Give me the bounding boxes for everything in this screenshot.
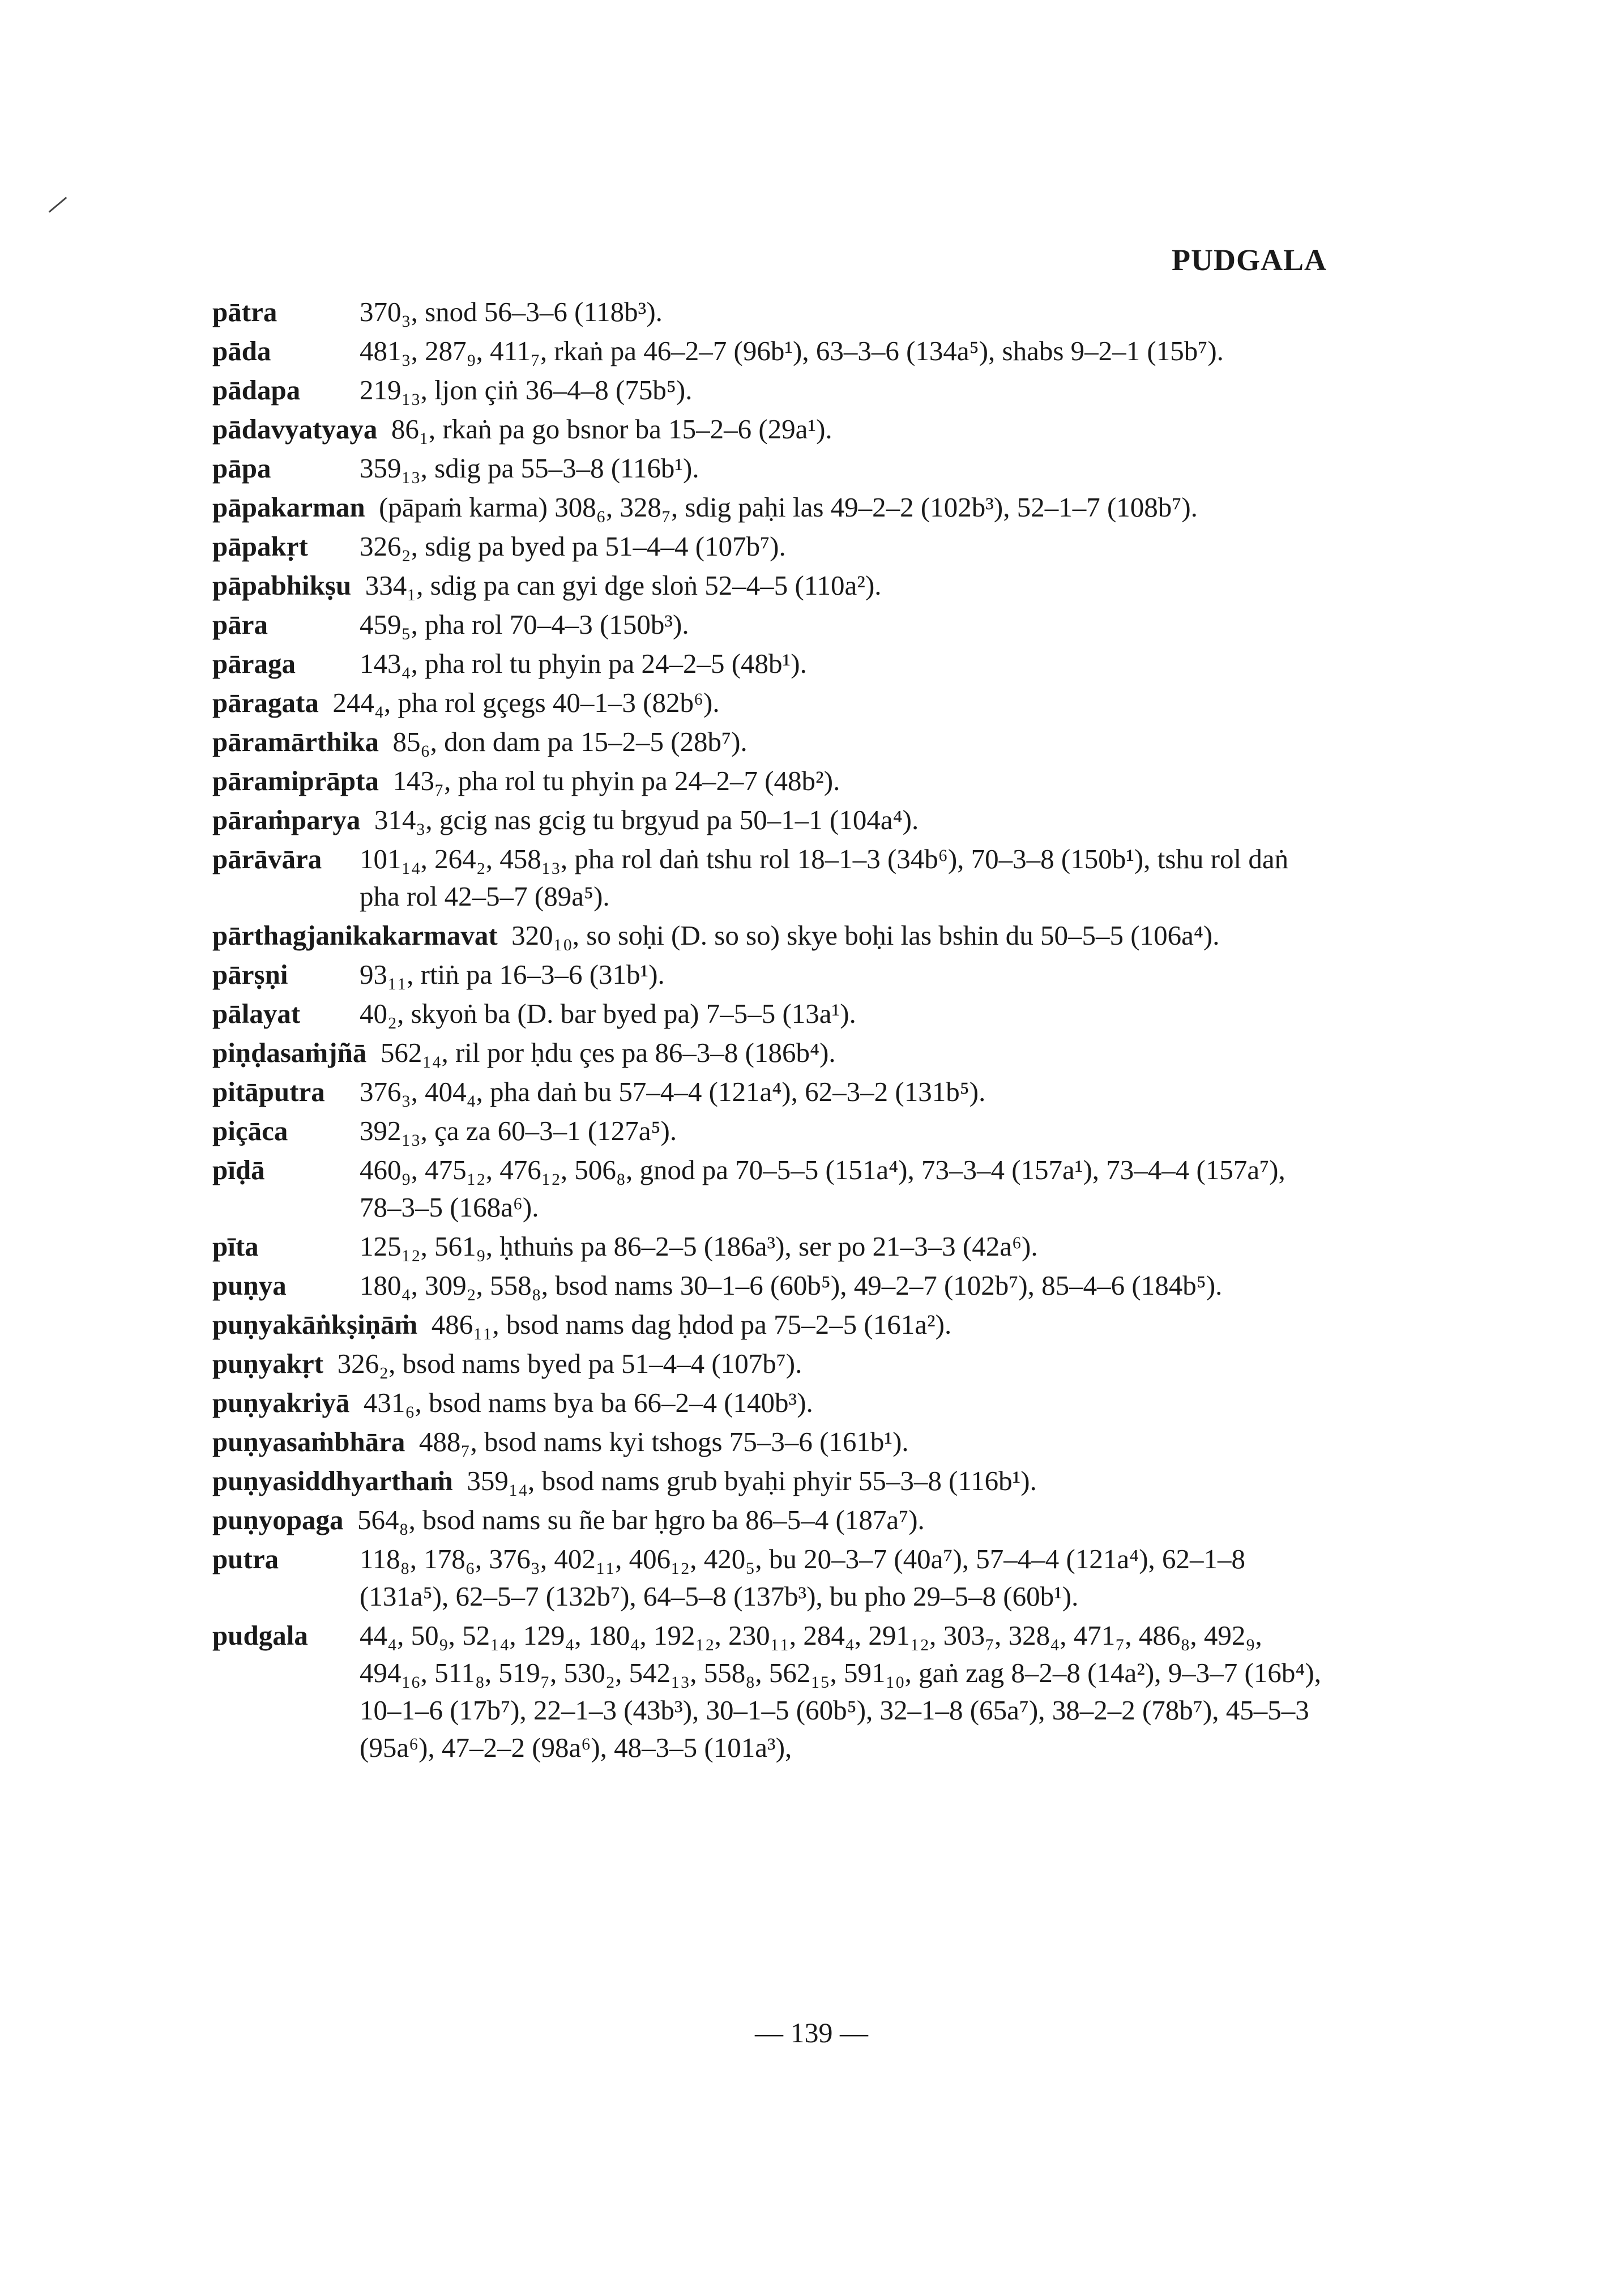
dictionary-entry (212, 1540, 1327, 1615)
entry-definition: 359₁₄, bsod nams grub byaḥi phyir 55–3–8 (116b¹). (467, 1465, 1037, 1496)
entry-headword: puṇyakriyā (212, 1387, 350, 1418)
entry-headword: piṇḍasaṁjñā (212, 1037, 367, 1068)
dictionary-entry (212, 762, 1327, 800)
entry-headword: pāda (212, 335, 271, 366)
page-number: — 139 — (755, 2017, 868, 2049)
dictionary-entry (212, 1112, 1327, 1150)
dictionary-entry (212, 801, 1327, 839)
entry-definition: 488₇, bsod nams kyi tshogs 75–3–6 (161b¹). (418, 1426, 909, 1457)
dictionary-entry (212, 1423, 1327, 1461)
entry-definition: 86₁, rkaṅ pa go bsnor ba 15–2–6 (29a¹). (391, 413, 832, 445)
dictionary-entry (212, 372, 1327, 409)
dictionary-entries (212, 293, 1327, 1768)
dictionary-entry (212, 528, 1327, 565)
entry-headword: puṇyasiddhyarthaṁ (212, 1465, 453, 1496)
entry-definition: 334₁, sdig pa can gyi dge sloṅ 52–4–5 (110a²). (365, 570, 882, 601)
entry-definition: 431₆, bsod nams bya ba 66–2–4 (140b³). (363, 1387, 813, 1418)
dictionary-entry (212, 917, 1327, 954)
entry-headword: pīta (212, 1231, 259, 1262)
entry-headword: puṇyasaṁbhāra (212, 1426, 405, 1457)
entry-headword: puṇya (212, 1270, 287, 1301)
entry-headword: pārāvāra (212, 843, 322, 874)
dictionary-entry (212, 1462, 1327, 1500)
entry-definition: 326₂, bsod nams byed pa 51–4–4 (107b⁷). (337, 1348, 802, 1379)
dictionary-entry (212, 567, 1327, 604)
entry-definition: 85₆, don dam pa 15–2–5 (28b⁷). (392, 726, 748, 757)
entry-definition: 481₃, 287₉, 411₇, rkaṅ pa 46–2–7 (96b¹), 63–3–6 (134a⁵), shabs 9–2–1 (15b⁷). (360, 335, 1224, 366)
stray-pen-mark (49, 197, 67, 212)
entry-definition: (pāpaṁ karma) 308₆, 328₇, sdig paḥi las 49–2–2 (102b³), 52–1–7 (108b⁷). (379, 492, 1198, 523)
entry-headword: pāpa (212, 453, 271, 484)
entry-headword: pāpabhikṣu (212, 570, 352, 601)
dictionary-entry (212, 1228, 1327, 1265)
entry-headword: putra (212, 1543, 279, 1574)
entry-definition: 564₈, bsod nams su ñe bar ḥgro ba 86–5–4 (187a⁷). (357, 1504, 925, 1535)
entry-headword: pāpakṛt (212, 531, 308, 562)
dictionary-entry (212, 1306, 1327, 1343)
entry-definition: 118₈, 178₆, 376₃, 402₁₁, 406₁₂, 420₅, bu 20–3–7 (40a⁷), 57–4–4 (121a⁴), 62–1–8 (131a⁵), 62–5–7 (132b⁷), 64–5–8 (137b³), bu pho 29–5–8 (60b¹). (360, 1543, 1246, 1612)
entry-definition: 320₁₀, so soḥi (D. so so) skye boḥi las bshin du 50–5–5 (106a⁴). (511, 920, 1220, 951)
entry-definition: 125₁₂, 561₉, ḥthuṅs pa 86–2–5 (186a³), ser po 21–3–3 (42a⁶). (360, 1231, 1038, 1262)
entry-headword: pādapa (212, 374, 301, 406)
dictionary-entry (212, 684, 1327, 722)
entry-definition: 40₂, skyoṅ ba (D. bar byed pa) 7–5–5 (13a¹). (360, 998, 856, 1029)
entry-definition: 93₁₁, rtiṅ pa 16–3–6 (31b¹). (360, 959, 665, 990)
entry-headword: pāraṁparya (212, 804, 361, 835)
dictionary-entry (212, 840, 1327, 915)
entry-definition: 376₃, 404₄, pha daṅ bu 57–4–4 (121a⁴), 62–3–2 (131b⁵). (360, 1076, 986, 1107)
entry-headword: pārṣṇi (212, 959, 288, 990)
entry-headword: pāraga (212, 648, 296, 679)
entry-headword: pāpakarman (212, 492, 365, 523)
dictionary-entry (212, 332, 1327, 370)
entry-definition: 460₉, 475₁₂, 476₁₂, 506₈, gnod pa 70–5–5 (151a⁴), 73–3–4 (157a¹), 73–4–4 (157a⁷), 78–3–5 (168a⁶). (360, 1154, 1285, 1223)
dictionary-entry (212, 1501, 1327, 1539)
dictionary-entry (212, 450, 1327, 487)
dictionary-entry (212, 1345, 1327, 1382)
entry-definition: 562₁₄, ril por ḥdu çes pa 86–3–8 (186b⁴). (380, 1037, 836, 1068)
entry-definition: 370₃, snod 56–3–6 (118b³). (360, 296, 663, 327)
entry-headword: puṇyakāṅkṣiṇāṁ (212, 1309, 418, 1340)
entry-definition: 180₄, 309₂, 558₈, bsod nams 30–1–6 (60b⁵), 49–2–7 (102b⁷), 85–4–6 (184b⁵). (360, 1270, 1223, 1301)
dictionary-entry (212, 1073, 1327, 1111)
dictionary-entry (212, 1034, 1327, 1072)
entry-headword: puṇyopaga (212, 1504, 344, 1535)
entry-definition: 486₁₁, bsod nams dag ḥdod pa 75–2–5 (161a²). (431, 1309, 952, 1340)
dictionary-entry (212, 293, 1327, 331)
entry-definition: 392₁₃, ça za 60–3–1 (127a⁵). (360, 1115, 677, 1146)
dictionary-entry (212, 956, 1327, 993)
entry-headword: pudgala (212, 1620, 308, 1651)
dictionary-entry (212, 1384, 1327, 1422)
entry-headword: pāragata (212, 687, 319, 718)
entry-definition: 143₄, pha rol tu phyin pa 24–2–5 (48b¹). (360, 648, 807, 679)
entry-headword: pālayat (212, 998, 301, 1029)
entry-definition: 459₅, pha rol 70–4–3 (150b³). (360, 609, 689, 640)
entry-headword: pādavyatyaya (212, 413, 378, 445)
dictionary-entry (212, 995, 1327, 1032)
dictionary-entry (212, 1151, 1327, 1226)
entry-headword: piçāca (212, 1115, 288, 1146)
dictionary-entry (212, 489, 1327, 526)
dictionary-entry (212, 645, 1327, 682)
dictionary-entry (212, 606, 1327, 643)
entry-definition: 359₁₃, sdig pa 55–3–8 (116b¹). (360, 453, 699, 484)
entry-definition: 101₁₄, 264₂, 458₁₃, pha rol daṅ tshu rol 18–1–3 (34b⁶), 70–3–8 (150b¹), tshu rol daṅ pha rol 42–5–7 (89a⁵). (360, 843, 1289, 912)
entry-definition: 314₃, gcig nas gcig tu brgyud pa 50–1–1 (104a⁴). (374, 804, 919, 835)
dictionary-entry (212, 1267, 1327, 1304)
entry-definition: 219₁₃, ljon çiṅ 36–4–8 (75b⁵). (360, 374, 693, 406)
entry-headword: pātra (212, 296, 277, 327)
entry-headword: pitāputra (212, 1076, 325, 1107)
dictionary-entry (212, 411, 1327, 448)
entry-headword: pārthagjanikakarmavat (212, 920, 498, 951)
entry-definition: 244₄, pha rol gçegs 40–1–3 (82b⁶). (332, 687, 720, 718)
dictionary-entry (212, 1617, 1327, 1766)
entry-headword: pāramiprāpta (212, 765, 379, 796)
entry-definition: 326₂, sdig pa byed pa 51–4–4 (107b⁷). (360, 531, 786, 562)
entry-headword: pīḍā (212, 1154, 265, 1185)
entry-headword: puṇyakṛt (212, 1348, 324, 1379)
running-head: PUDGALA (1172, 243, 1327, 277)
entry-definition: 44₄, 50₉, 52₁₄, 129₄, 180₄, 192₁₂, 230₁₁, 284₄, 291₁₂, 303₇, 328₄, 471₇, 486₈, 492₉, 494₁₆, 511₈, 519₇, 530₂, 542₁₃, 558₈, 562₁₅, 591₁₀, gaṅ zag 8–2–8 (14a²), 9–3–7 (16b⁴), 10–1–6 (17b⁷), 22–1–3 (43b³), 30–1–5 (60b⁵), 32–1–8 (65a⁷), 38–2–2 (78b⁷), 45–5–3 (95a⁶), 47–2–2 (98a⁶), 48–3–5 (101a³), (360, 1620, 1321, 1763)
entry-definition: 143₇, pha rol tu phyin pa 24–2–7 (48b²). (392, 765, 840, 796)
dictionary-entry (212, 723, 1327, 761)
entry-headword: pāramārthika (212, 726, 379, 757)
entry-headword: pāra (212, 609, 268, 640)
